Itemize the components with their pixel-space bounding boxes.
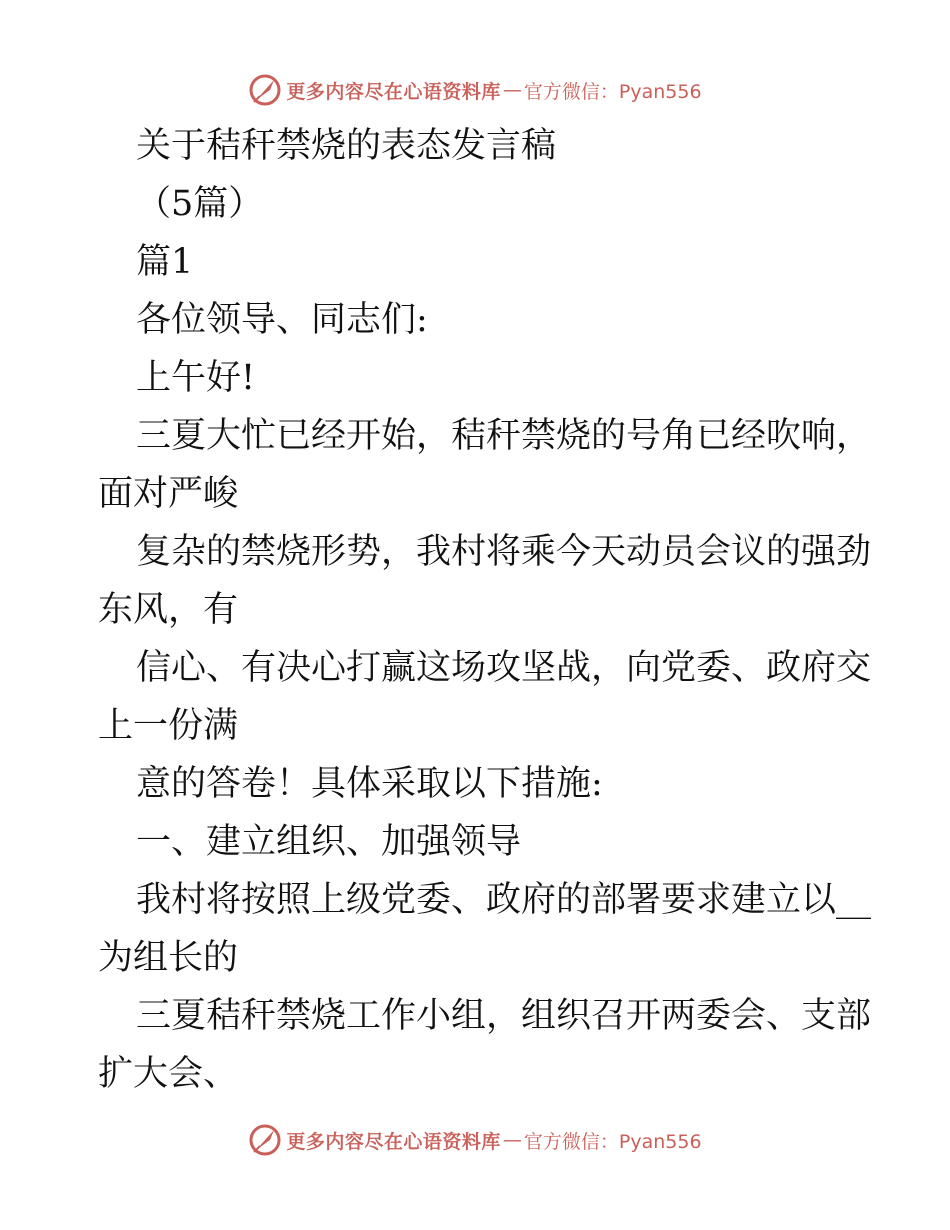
banner-contact: 官方微信：Pyan556 — [523, 1130, 702, 1153]
paragraph-line: 面对严峻 — [98, 474, 239, 514]
paragraph-line: 东风，有 — [98, 590, 239, 630]
paragraph-line: 扩大会、 — [98, 1054, 239, 1094]
paragraph-line: 意的答卷！具体采取以下措施: — [136, 764, 603, 804]
quill-pen-logo-icon — [248, 73, 282, 107]
salutation: 各位领导、同志们: — [136, 300, 428, 340]
banner-brand: 更多内容尽在心语资料库 — [286, 1130, 501, 1153]
paragraph-line: 我村将按照上级党委、政府的部署要求建立以__ — [136, 880, 872, 920]
footer-banner — [0, 1120, 950, 1160]
paragraph-line: 上一份满 — [98, 706, 239, 746]
header-banner — [0, 70, 950, 110]
paragraph-line: 三夏大忙已经开始，秸秆禁烧的号角已经吹响， — [136, 416, 872, 456]
section-heading: 篇1 — [136, 242, 194, 282]
paragraph-line: 三夏秸秆禁烧工作小组，组织召开两委会、支部 — [136, 996, 872, 1036]
banner-dash: — — [502, 1129, 522, 1151]
greeting: 上午好! — [136, 358, 256, 398]
quill-pen-logo-icon — [248, 1123, 282, 1157]
banner-contact: 官方微信：Pyan556 — [523, 80, 702, 103]
paragraph-line: 为组长的 — [98, 938, 239, 978]
banner-dash: — — [502, 79, 522, 101]
document-subtitle: （5篇） — [136, 184, 264, 224]
document-body — [98, 117, 872, 1103]
paragraph-line: 信心、有决心打赢这场攻坚战，向党委、政府交 — [136, 648, 872, 688]
document-title: 关于秸秆禁烧的表态发言稿 — [136, 126, 557, 166]
subsection-heading: 一、建立组织、加强领导 — [136, 822, 522, 862]
banner-brand: 更多内容尽在心语资料库 — [286, 80, 501, 103]
paragraph-line: 复杂的禁烧形势，我村将乘今天动员会议的强劲 — [136, 532, 872, 572]
